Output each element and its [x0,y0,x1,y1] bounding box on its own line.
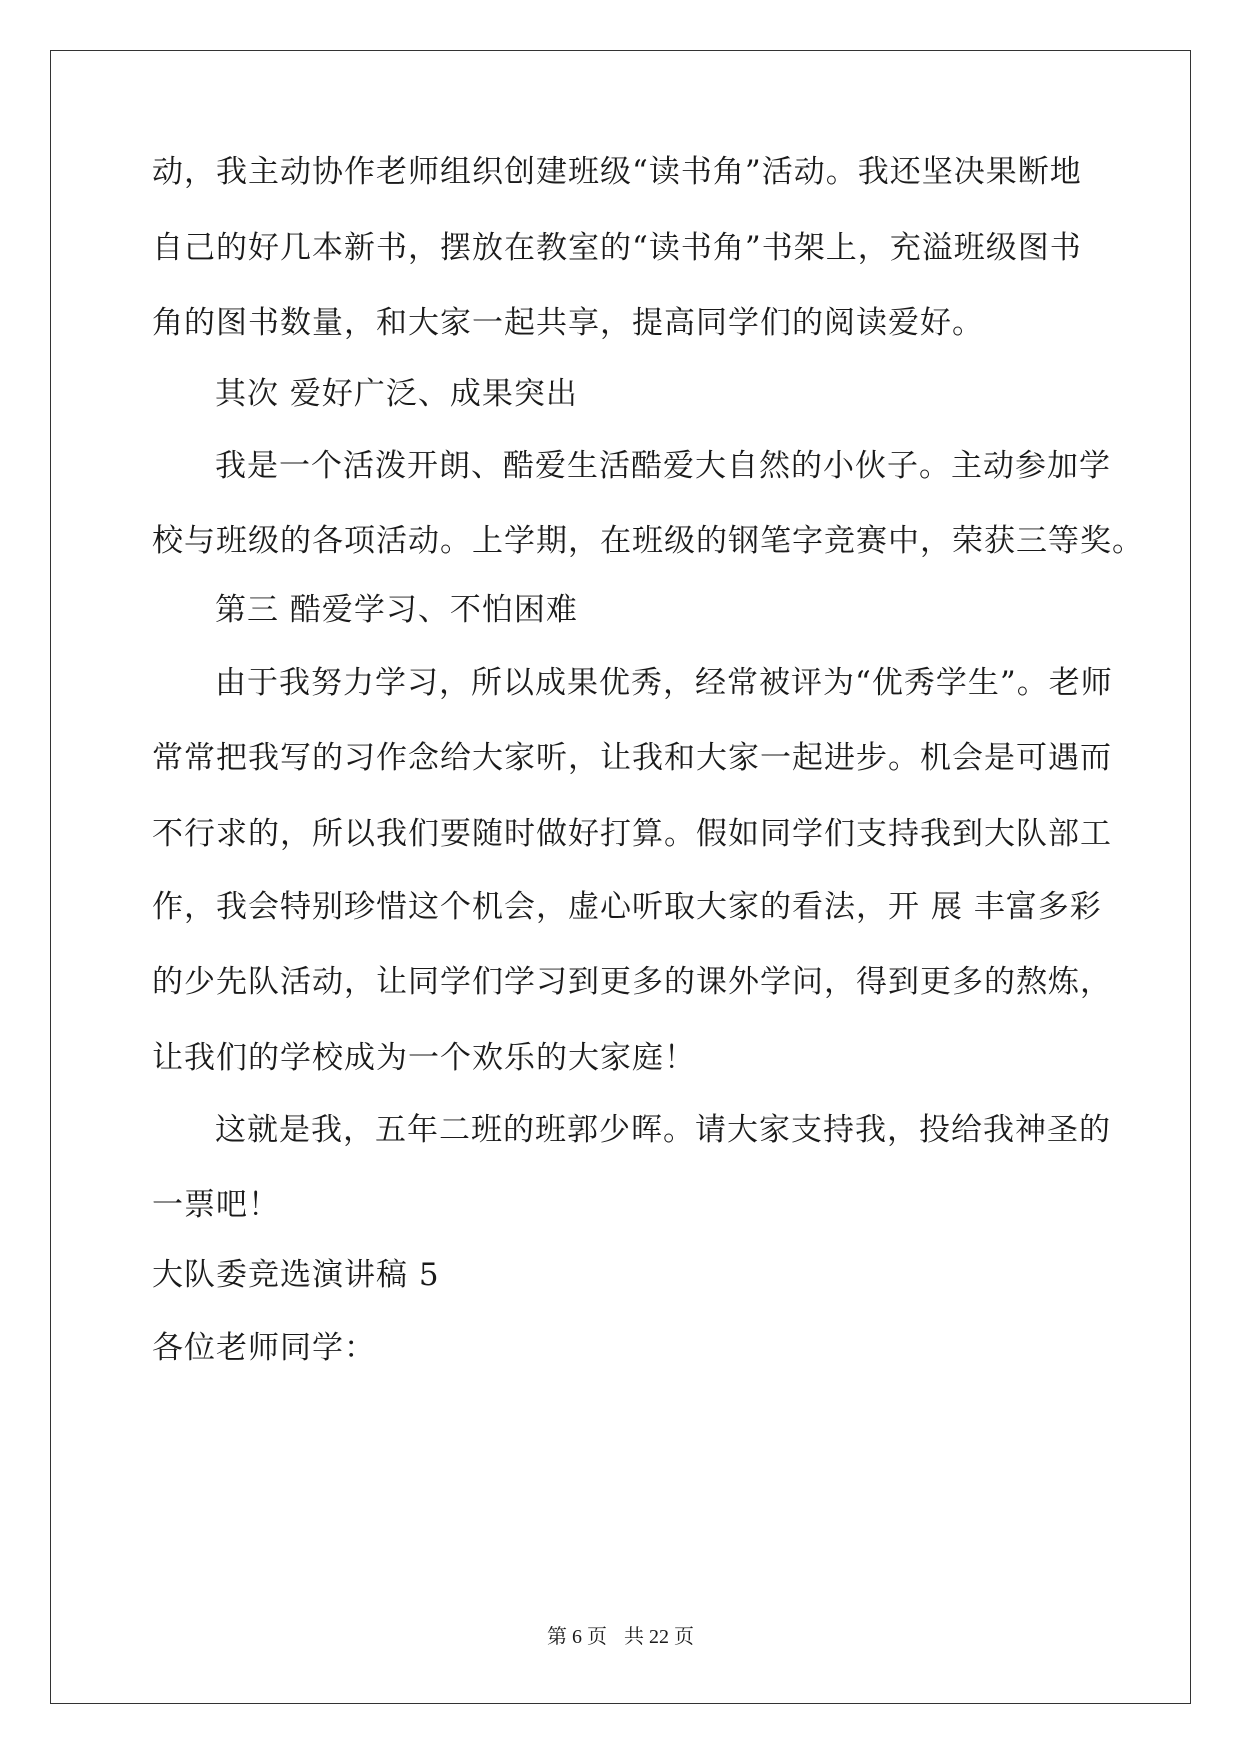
page-number: 第 6 页 [547,1626,607,1648]
paragraph-line: 让我们的学校成为一个欢乐的大家庭！ [152,1040,696,1076]
paragraph-line: 我是一个活泼开朗、酷爱生活酷爱大自然的小伙子。主动参加学 [215,448,1111,484]
page-footer [0,1625,1241,1649]
section-heading: 其次 爱好广泛、成果突出 [215,376,578,412]
paragraph-line: 常常把我写的习作念给大家听，让我和大家一起进步。机会是可遇而 [152,740,1112,776]
salutation: 各位老师同学： [152,1330,376,1366]
paragraph-line: 作，我会特别珍惜这个机会，虚心听取大家的看法，开 展 丰富多彩 [152,889,1102,925]
paragraph-line: 角的图书数量，和大家一起共享，提高同学们的阅读爱好。 [152,305,984,341]
page-frame [50,50,1191,1704]
paragraph-line: 的少先队活动，让同学们学习到更多的课外学问，得到更多的熬炼， [152,964,1112,1000]
paragraph-line: 不行求的，所以我们要随时做好打算。假如同学们支持我到大队部工 [152,816,1112,852]
paragraph-line: 一票吧！ [152,1187,280,1223]
section-heading: 第三 酷爱学习、不怕困难 [215,592,578,628]
paragraph-line: 动，我主动协作老师组织创建班级“读书角”活动。我还坚决果断地 [152,154,1082,190]
paragraph-line: 由于我努力学习，所以成果优秀，经常被评为“优秀学生”。老师 [215,665,1113,701]
paragraph-line: 这就是我，五年二班的班郭少晖。请大家支持我，投给我神圣的 [215,1112,1111,1148]
page-total: 共 22 页 [624,1626,694,1648]
paragraph-line: 自己的好几本新书，摆放在教室的“读书角”书架上，充溢班级图书 [152,230,1082,266]
document-title: 大队委竞选演讲稿 5 [152,1257,440,1293]
paragraph-line: 校与班级的各项活动。上学期，在班级的钢笔字竞赛中，荣获三等奖。 [152,523,1144,559]
